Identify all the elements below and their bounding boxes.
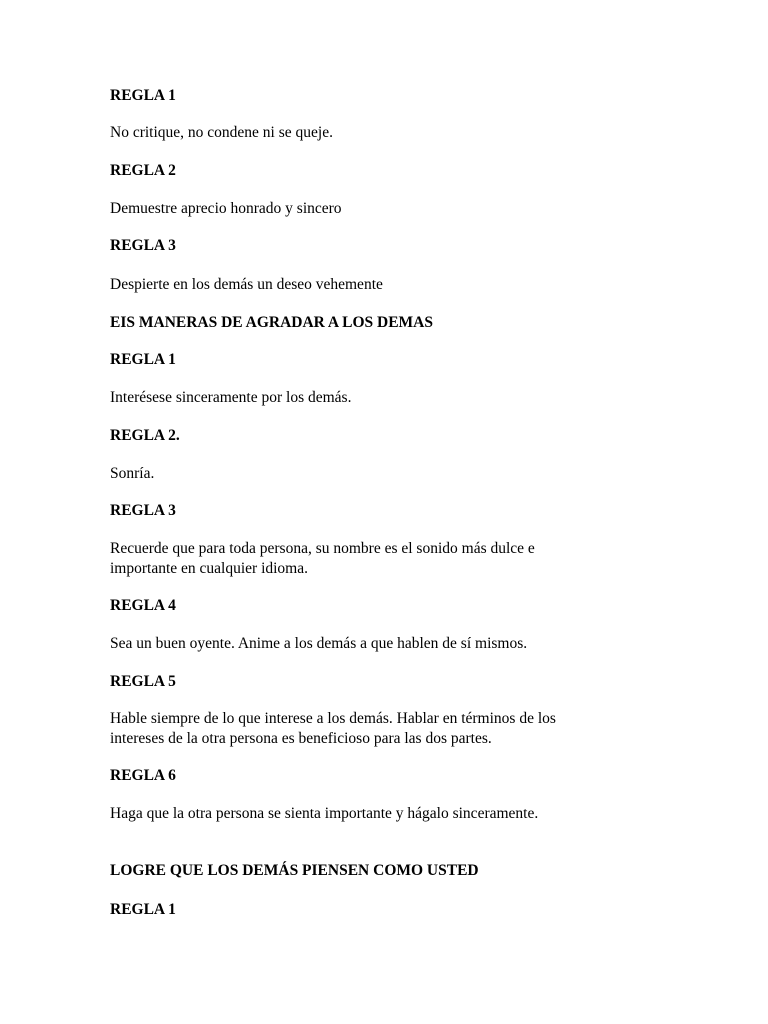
rule-heading: REGLA 3 — [110, 502, 176, 519]
rule-text-line: importante en cualquier idioma. — [110, 560, 308, 577]
rule-heading: REGLA 2. — [110, 427, 180, 444]
rule-heading: REGLA 1 — [110, 87, 176, 104]
rule-text-line: Hable siempre de lo que interese a los demás. Hablar en términos de los — [110, 710, 556, 727]
rule-heading: REGLA 1 — [110, 351, 176, 368]
rule-text-line: intereses de la otra persona es beneficioso para las dos partes. — [110, 730, 492, 747]
rule-heading: REGLA 1 — [110, 901, 176, 918]
rule-text: Sea un buen oyente. Anime a los demás a que hablen de sí mismos. — [110, 635, 528, 652]
rule-heading: REGLA 2 — [110, 162, 176, 179]
section-heading: EIS MANERAS DE AGRADAR A LOS DEMAS — [110, 314, 433, 331]
rule-text: No critique, no condene ni se queje. — [110, 124, 333, 141]
rule-heading: REGLA 4 — [110, 597, 176, 614]
rule-heading: REGLA 5 — [110, 673, 176, 690]
rule-text: Demuestre aprecio honrado y sincero — [110, 200, 342, 217]
section-heading: LOGRE QUE LOS DEMÁS PIENSEN COMO USTED — [110, 862, 479, 879]
rule-text-line: Recuerde que para toda persona, su nombre es el sonido más dulce e — [110, 540, 535, 557]
rule-text: Sonría. — [110, 465, 155, 482]
rule-text: Interésese sinceramente por los demás. — [110, 389, 352, 406]
rule-heading: REGLA 6 — [110, 767, 176, 784]
rule-heading: REGLA 3 — [110, 237, 176, 254]
rule-text: Haga que la otra persona se sienta importante y hágalo sinceramente. — [110, 805, 539, 822]
rule-text: Despierte en los demás un deseo vehemente — [110, 276, 383, 293]
